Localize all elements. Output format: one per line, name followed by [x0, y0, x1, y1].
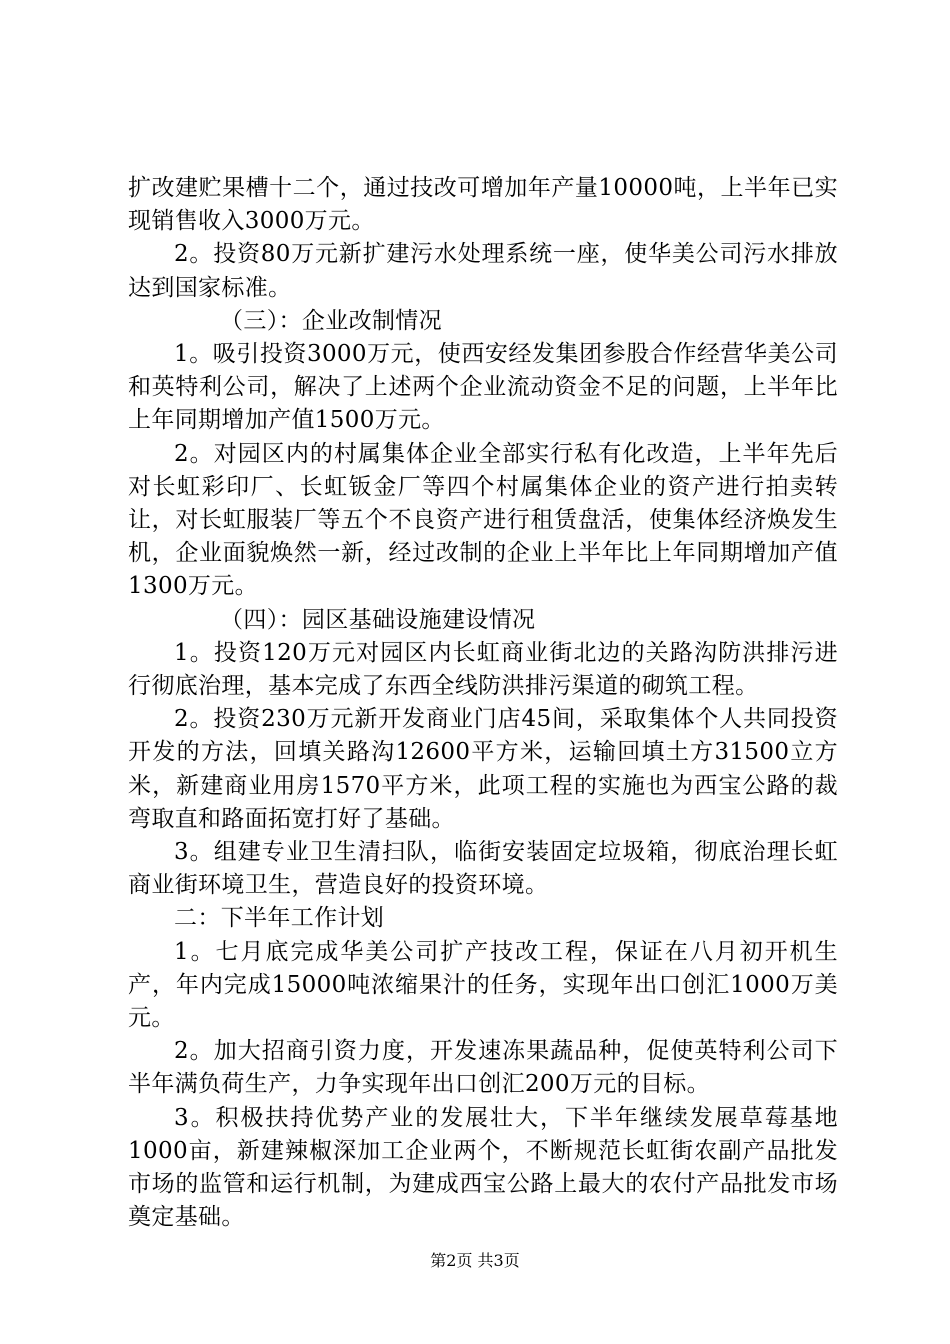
- paragraph-item: 1。投资120万元对园区内长虹商业街北边的关路沟防洪排污进行彻底治理，基本完成了东西全线防洪排污渠道的砌筑工程。: [128, 639, 838, 700]
- paragraph-item: 3。组建专业卫生清扫队，临街安装固定垃圾箱，彻底治理长虹商业街环境卫生，营造良好的投资环境。: [128, 839, 838, 899]
- document-body: [128, 172, 838, 1235]
- paragraph-item: 2。加大招商引资力度，开发速冻果蔬品种，促使英特利公司下半年满负荷生产，力争实现年出口创汇200万元的目标。: [128, 1038, 838, 1098]
- paragraph-item: 1。七月底完成华美公司扩产技改工程，保证在八月初开机生产，年内完成15000吨浓缩果汁的任务，实现年出口创汇1000万美元。: [128, 938, 838, 1032]
- section-heading: 二：下半年工作计划: [174, 905, 385, 932]
- section-heading: （四）：园区基础设施建设情况: [220, 606, 536, 633]
- section-heading: （三）：企业改制情况: [220, 307, 442, 334]
- paragraph-continuation: 扩改建贮果槽十二个，通过技改可增加年产量10000吨，上半年已实现销售收入3000万元。: [128, 175, 838, 235]
- paragraph-item: 2。投资80万元新扩建污水处理系统一座，使华美公司污水排放达到国家标准。: [128, 241, 838, 301]
- page-number-footer: 第2页 共3页: [430, 1251, 520, 1270]
- paragraph-item: 3。积极扶持优势产业的发展壮大，下半年继续发展草莓基地1000亩，新建辣椒深加工企业两个，不断规范长虹街农副产品批发市场的监管和运行机制，为建成西宝公路上最大的农付产品批发市场奠定基础。: [128, 1104, 838, 1231]
- paragraph-item: 2。投资230万元新开发商业门店45间，采取集体个人共同投资开发的方法，回填关路沟12600平方米，运输回填土方31500立方米，新建商业用房1570平方米，此项工程的实施也为西宝公路的裁弯取直和路面拓宽打好了基础。: [128, 706, 838, 832]
- paragraph-item: 1。吸引投资3000万元，使西安经发集团参股合作经营华美公司和英特利公司，解决了上述两个企业流动资金不足的问题，上半年比上年同期增加产值1500万元。: [128, 341, 838, 434]
- paragraph-item: 2。对园区内的村属集体企业全部实行私有化改造，上半年先后对长虹彩印厂、长虹钣金厂等四个村属集体企业的资产进行拍卖转让，对长虹服装厂等五个不良资产进行租赁盘活，使集体经济焕发生机，企业面貌焕然一新，经过改制的企业上半年比上年同期增加产值1300万元。: [128, 440, 838, 600]
